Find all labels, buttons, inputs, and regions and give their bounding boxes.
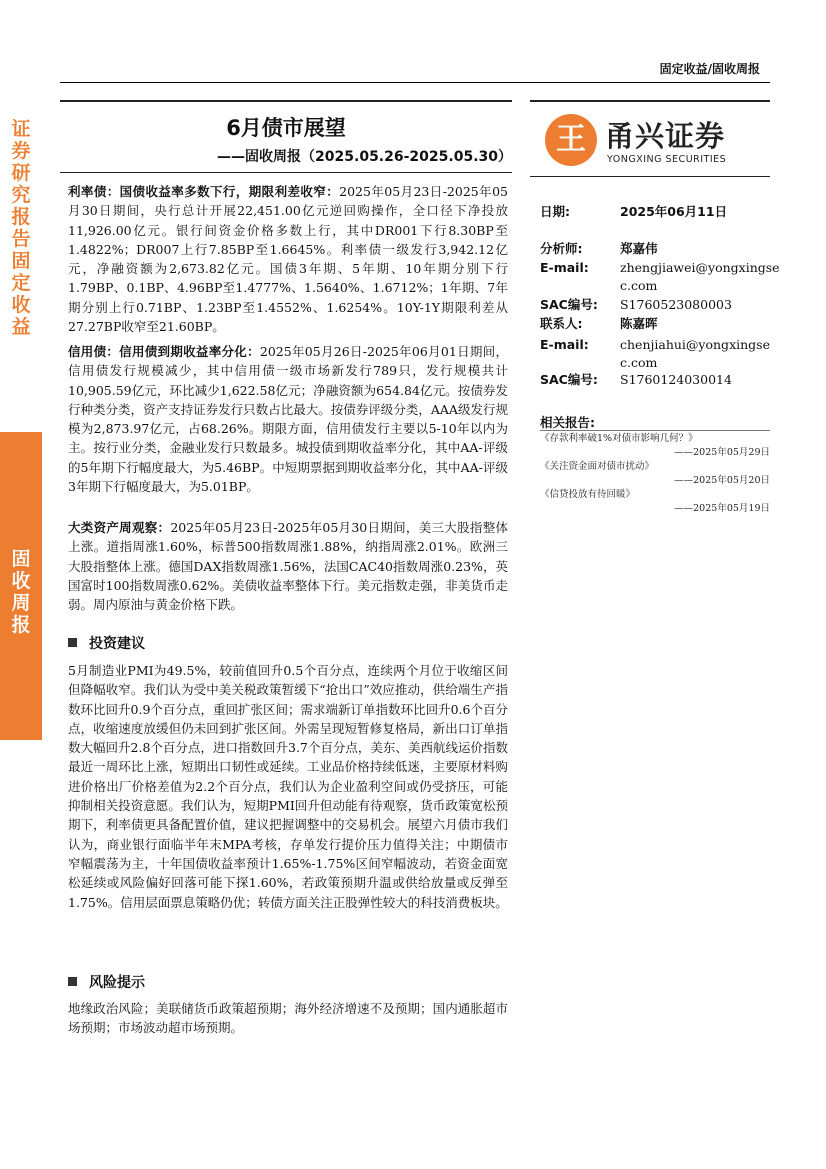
assets-lead: 大类资产周观察： [68, 520, 171, 535]
title-bottom-rule [60, 172, 512, 173]
title-top-rule [60, 100, 512, 102]
page-title: 6月债市展望 [226, 116, 346, 140]
related-report-title[interactable]: 《存款利率破1%对债市影响几何？》 [540, 433, 698, 444]
related-report-title[interactable]: 《关注资金面对债市扰动》 [540, 461, 655, 472]
bullet-square-icon [68, 638, 77, 647]
credit-lead: 信用债：信用债到期收益率分化： [68, 344, 260, 359]
contact-label: 联系人: [540, 316, 583, 331]
credit-section [68, 342, 508, 496]
related-report-title[interactable]: 《信贷投放有待回暖》 [540, 489, 636, 500]
related-report-date: ——2025年05月20日 [674, 475, 770, 486]
related-report-date: ——2025年05月29日 [674, 447, 770, 458]
invest-text: 5月制造业PMI为49.5%，较前值回升0.5个百分点，连续两个月位于收缩区间但降幅收窄。我们认为受中美关税政策暂缓下“抢出口”效应推动，供给端生产指数环比回升0.9个百分点，重回扩张区间；需求端新订单指数环比回升0.6个百分点，收缩速度放缓但仍未回到扩张区间。外需呈现短暂修复格局，新出口订单指数大幅回升2.8个百分点，进口指数回升3.7个百分点，美东、美西航线运价指数最近一周环比上涨，短期出口韧性或延续。工业品价格持续低迷，主要原材料购进价格出厂价格差值为2.2个百分点，我们认为企业盈利空间或仍受挤压，可能抑制相关投资意愿。我们认为，短期PMI回升但动能有待观察，货币政策宽松预期下，利率债更具备配置价值，建议把握调整中的交易机会。展望六月债市我们认为，商业银行面临半年末MPA考核，存单发行提价压力值得关注；中期债市窄幅震荡为主，十年国债收益率预计1.65%-1.75%区间窄幅波动，若资金面宽松延续或风险偏好回落可能下探1.60%，若政策预期升温或供给放量或反弹至1.75%。信用层面票息策略仍优；转债方面关注正股弹性较大的科技消费板块。 [68, 663, 508, 910]
risk-section [68, 999, 508, 1038]
assets-section [68, 518, 508, 614]
risk-heading-text: 风险提示 [89, 975, 145, 991]
page-subtitle: ——固收周报（2025.05.26-2025.05.30） [217, 149, 512, 165]
related-report-item[interactable] [540, 460, 770, 488]
sidebar-report-series: 固收周报 [11, 548, 31, 636]
header-divider [60, 82, 770, 83]
contact-sac-label: SAC编号: [540, 372, 598, 387]
sac-label: SAC编号: [540, 297, 598, 312]
logo-name-cn: 甬兴证券 [605, 119, 726, 153]
logo-mark-icon: 王 [545, 114, 597, 166]
invest-heading-text: 投资建议 [89, 636, 145, 652]
date-label: 日期: [540, 204, 570, 219]
analyst-sac: S1760523080003 [620, 297, 732, 312]
logo-bottom-rule [530, 176, 770, 177]
sidebar-report-type: 证券研究报告 固定收益 [11, 118, 31, 338]
rates-text: 2025年05月23日-2025年05月30日期间，央行总计开展22,451.00亿元逆回购操作，全口径下净投放11,926.00亿元。银行间资金价格多数上行，其中DR001下行8.30BP至1.4822%；DR007上行7.85BP至1.6645%。利率债一级发行3,942.12亿元，净融资额为2,673.82亿元。国债3年期、5年期、10年期分别下行1.79BP、0.1BP、4.96BP至1.4777%、1.5640%、1.6712%；1年期、7年期分别上行0.71BP、1.23BP至1.4552%、1.6254%。10Y-1Y期限利差从27.27BP收窄至21.60BP。 [68, 184, 508, 335]
logo-name-en: YONGXING SECURITIES [607, 154, 727, 165]
risk-heading [68, 972, 145, 992]
contact-name: 陈嘉晖 [620, 316, 658, 331]
analyst-label: 分析师: [540, 241, 583, 256]
date-value: 2025年06月11日 [620, 204, 728, 219]
analyst-name: 郑嘉伟 [620, 241, 658, 256]
related-report-item[interactable] [540, 488, 770, 516]
company-logo [545, 108, 765, 170]
header-category: 固定收益/固收周报 [659, 62, 760, 76]
email-label: E-mail: [540, 260, 589, 275]
analyst-email[interactable]: zhengjiawei@yongxingsec.com [620, 260, 780, 293]
contact-email[interactable]: chenjiahui@yongxingsec.com [620, 337, 770, 370]
rates-section [68, 182, 508, 336]
credit-text: 2025年05月26日-2025年06月01日期间，信用债发行规模减少，其中信用债一级市场新发行789只，发行规模共计10,905.59亿元，环比减少1,622.58亿元；净融资额为654.84亿元。按债券发行种类分类，资产支持证券发行只数占比最大。按债券评级分类，AAA级发行规模为2,873.97亿元，占68.26%。期限方面，信用债发行主要以5-10年以内为主。按行业分类，金融业发行只数最多。城投债到期收益率分化，其中AA-评级的5年期下行幅度最大，为5.46BP。中短期票据到期收益率分化，其中AA-评级3年期下行幅度最大，为5.01BP。 [68, 344, 508, 495]
invest-heading [68, 633, 145, 653]
rates-lead: 利率债：国债收益率多数下行，期限利差收窄： [68, 184, 340, 199]
related-report-item[interactable] [540, 432, 770, 460]
invest-section [68, 661, 508, 912]
related-reports-title: 相关报告: [540, 415, 595, 430]
contact-email-label: E-mail: [540, 337, 589, 352]
assets-text: 2025年05月23日-2025年05月30日期间，美三大股指整体上涨。道指周涨1.60%，标普500指数周涨1.88%，纳指周涨2.01%。欧洲三大股指整体上涨。德国DAX指数周涨1.56%，法国CAC40指数周涨0.23%，英国富时100指数周涨0.62%。美债收益率整体下行。美元指数走强，非美货币走弱。周内原油与黄金价格下跌。 [68, 520, 508, 613]
bullet-square-icon [68, 977, 77, 986]
related-reports-rule [540, 430, 770, 431]
contact-sac: S1760124030014 [620, 372, 732, 387]
risk-text: 地缘政治风险；美联储货币政策超预期；海外经济增速不及预期；国内通胀超市场预期；市场波动超市场预期。 [68, 1001, 508, 1036]
logo-top-rule [530, 100, 770, 102]
related-report-date: ——2025年05月19日 [674, 503, 770, 514]
